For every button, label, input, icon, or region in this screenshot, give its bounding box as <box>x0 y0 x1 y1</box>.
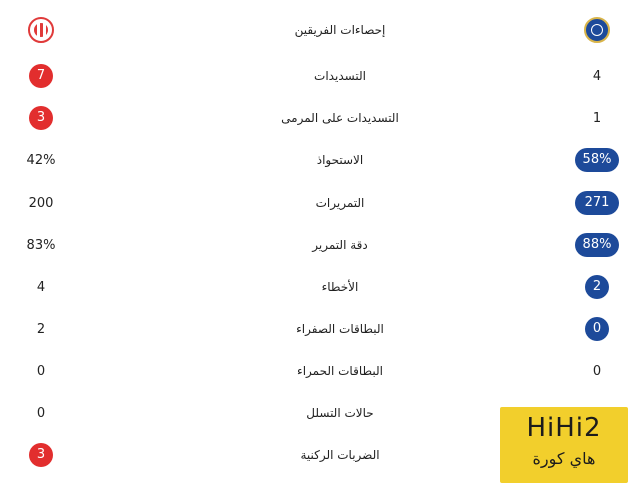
left-team-value-cell <box>0 55 82 97</box>
right-team-value: 1 <box>592 110 602 126</box>
left-team-value-cell <box>0 308 82 350</box>
left-team-value: 3 <box>29 443 53 467</box>
right-team-value-cell <box>562 350 632 392</box>
left-team-value: 2 <box>36 321 46 337</box>
stat-label: الضربات الركنية <box>300 448 380 462</box>
stat-label: الاستحواذ <box>316 153 364 167</box>
stat-row <box>0 182 640 224</box>
right-team-value: 0 <box>592 363 602 379</box>
right-team-value-cell <box>562 139 632 181</box>
stat-label: البطاقات الصفراء <box>296 322 384 336</box>
left-team-value: 7 <box>29 64 53 88</box>
stat-row <box>0 139 640 181</box>
stat-label: دقة التمرير <box>312 238 368 252</box>
stat-label: البطاقات الحمراء <box>297 364 383 378</box>
left-team-value: 83% <box>26 237 56 253</box>
stat-row <box>0 308 640 350</box>
stat-label: حالات التسلل <box>306 406 374 420</box>
stat-row <box>0 224 640 266</box>
right-team-crest-cell <box>562 9 632 51</box>
right-team-value: 58% <box>575 148 619 172</box>
right-team-value: 4 <box>592 68 602 84</box>
stat-label: التسديدات على المرمى <box>281 111 399 125</box>
left-team-value: 200 <box>28 195 54 211</box>
right-team-value: 0 <box>585 317 609 341</box>
chelsea-crest-icon[interactable] <box>584 17 610 43</box>
right-team-value-cell <box>562 266 632 308</box>
left-team-value-cell <box>0 182 82 224</box>
left-team-value: 42% <box>26 152 56 168</box>
left-team-value: 3 <box>29 106 53 130</box>
stats-header-row <box>0 9 640 51</box>
left-team-value-cell <box>0 434 82 476</box>
left-team-value-cell <box>0 350 82 392</box>
stats-title: إحصاءات الفريقين <box>294 23 386 37</box>
right-team-value-cell <box>562 97 632 139</box>
left-team-value-cell <box>0 139 82 181</box>
right-team-value-cell <box>562 308 632 350</box>
site-watermark-logo <box>500 407 628 483</box>
stat-label: التسديدات <box>314 69 366 83</box>
stat-row <box>0 266 640 308</box>
left-team-value-cell <box>0 392 82 434</box>
left-team-value-cell <box>0 97 82 139</box>
right-team-value: 2 <box>585 275 609 299</box>
right-team-value: 88% <box>575 233 619 257</box>
stat-row <box>0 97 640 139</box>
right-team-value-cell <box>562 55 632 97</box>
right-team-value-cell <box>562 182 632 224</box>
left-team-value-cell <box>0 224 82 266</box>
stat-label: الأخطاء <box>321 280 359 294</box>
left-team-value-cell <box>0 266 82 308</box>
watermark-latin-text: HiHi2 <box>526 413 602 443</box>
watermark-arabic-text: هاي كورة <box>532 449 596 468</box>
right-team-value-cell <box>562 224 632 266</box>
stat-label: التمريرات <box>315 196 365 210</box>
brentford-crest-icon[interactable] <box>28 17 54 43</box>
right-team-value: 271 <box>575 191 619 215</box>
left-team-value: 4 <box>36 279 46 295</box>
stat-row <box>0 55 640 97</box>
left-team-value: 0 <box>36 363 46 379</box>
left-team-crest-cell <box>0 9 82 51</box>
left-team-value: 0 <box>36 405 46 421</box>
stat-row <box>0 350 640 392</box>
